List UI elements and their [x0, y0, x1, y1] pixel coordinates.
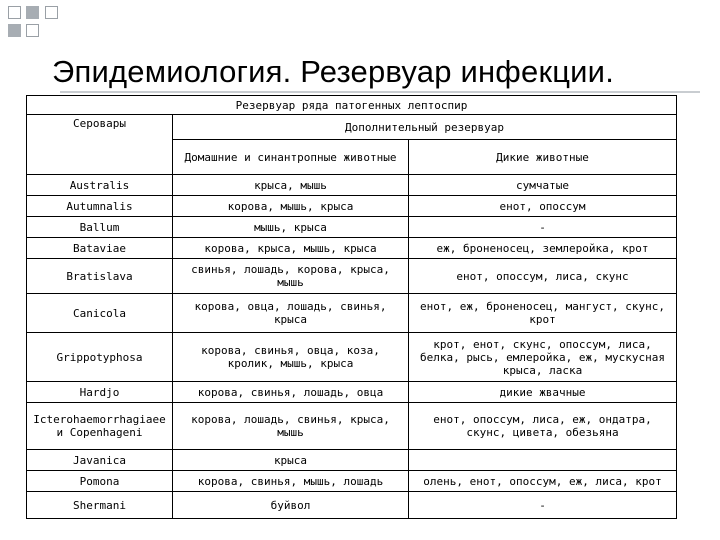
wild-cell: - — [409, 217, 677, 238]
domestic-cell: корова, свинья, мышь, лошадь — [173, 471, 409, 492]
header-additional: Дополнительный резервуар — [173, 115, 677, 140]
header-domestic: Домашние и синантропные животные — [173, 140, 409, 175]
table-header-row — [27, 96, 677, 115]
table-row — [27, 196, 677, 217]
table-row — [27, 294, 677, 333]
serovar-cell: Autumnalis — [27, 196, 173, 217]
domestic-cell: корова, лошадь, свинья, крыса, мышь — [173, 403, 409, 450]
serovar-cell: Ballum — [27, 217, 173, 238]
table-header-row — [27, 115, 677, 140]
table-row — [27, 238, 677, 259]
header-wild: Дикие животные — [409, 140, 677, 175]
header-main: Резервуар ряда патогенных лептоспир — [27, 96, 677, 115]
wild-cell: еж, броненосец, землеройка, крот — [409, 238, 677, 259]
domestic-cell: корова, овца, лошадь, свинья, крыса — [173, 294, 409, 333]
slide-title: Эпидемиология. Резервуар инфекции. — [52, 54, 615, 89]
table-row — [27, 259, 677, 294]
reservoir-table — [26, 95, 677, 519]
decor-square — [45, 6, 58, 19]
serovar-cell: Bataviae — [27, 238, 173, 259]
decor-square — [8, 6, 21, 19]
serovar-cell: Pomona — [27, 471, 173, 492]
serovar-cell: Icterohaemorrhagiaee и Copenhageni — [27, 403, 173, 450]
serovar-cell: Shermani — [27, 492, 173, 519]
domestic-cell: крыса — [173, 450, 409, 471]
table-row — [27, 450, 677, 471]
serovar-cell: Bratislava — [27, 259, 173, 294]
domestic-cell: корова, свинья, лошадь, овца — [173, 382, 409, 403]
wild-cell: енот, опоссум — [409, 196, 677, 217]
table-row — [27, 333, 677, 382]
wild-cell: енот, еж, броненосец, мангуст, скунс, крот — [409, 294, 677, 333]
wild-cell: крот, енот, скунс, опоссум, лиса, белка, рысь, емлеройка, еж, мускусная крыса, ласка — [409, 333, 677, 382]
wild-cell: енот, опоссум, лиса, скунс — [409, 259, 677, 294]
decor-square — [26, 24, 39, 37]
table-row — [27, 403, 677, 450]
domestic-cell: свинья, лошадь, корова, крыса, мышь — [173, 259, 409, 294]
serovar-cell: Australis — [27, 175, 173, 196]
serovar-cell: Javanica — [27, 450, 173, 471]
domestic-cell: мышь, крыса — [173, 217, 409, 238]
wild-cell: - — [409, 492, 677, 519]
header-serovars: Серовары — [27, 115, 173, 175]
table-row — [27, 471, 677, 492]
table-row — [27, 492, 677, 519]
domestic-cell: буйвол — [173, 492, 409, 519]
wild-cell: дикие жвачные — [409, 382, 677, 403]
serovar-cell: Grippotyphosa — [27, 333, 173, 382]
wild-cell: енот, опоссум, лиса, еж, ондатра, скунс, цивета, обезьяна — [409, 403, 677, 450]
table-row — [27, 217, 677, 238]
table-row — [27, 382, 677, 403]
decor-square — [26, 6, 39, 19]
serovar-cell: Canicola — [27, 294, 173, 333]
domestic-cell: корова, крыса, мышь, крыса — [173, 238, 409, 259]
wild-cell: олень, енот, опоссум, еж, лиса, крот — [409, 471, 677, 492]
domestic-cell: корова, мышь, крыса — [173, 196, 409, 217]
table-row — [27, 175, 677, 196]
domestic-cell: корова, свинья, овца, коза, кролик, мышь, крыса — [173, 333, 409, 382]
serovar-cell: Hardjo — [27, 382, 173, 403]
wild-cell — [409, 450, 677, 471]
wild-cell: сумчатые — [409, 175, 677, 196]
domestic-cell: крыса, мышь — [173, 175, 409, 196]
decor-square — [8, 24, 21, 37]
title-underline — [60, 91, 700, 93]
